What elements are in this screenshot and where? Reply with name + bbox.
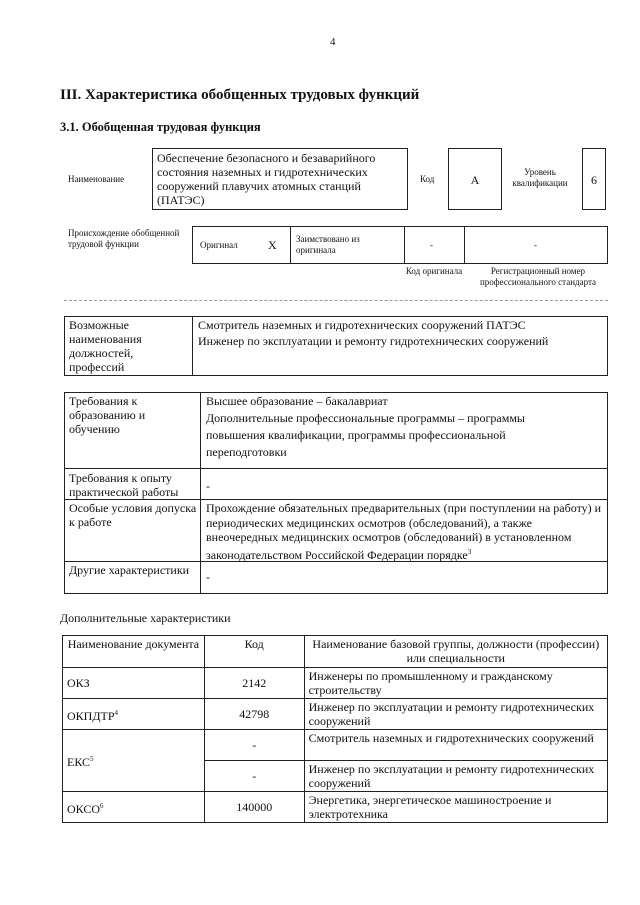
admission-text: [206, 501, 602, 562]
eks-cell: [63, 730, 205, 792]
origin-box: [192, 226, 608, 264]
okz-name: ОКЗ: [63, 668, 205, 699]
okz-code: 2142: [204, 668, 304, 699]
header-document: Наименование документа: [63, 636, 205, 668]
education-line2: Дополнительные профессиональные программы – программы повышения квалификации, программы профессиональной переподготовки: [206, 411, 525, 459]
level-value: 6: [591, 173, 597, 187]
code-caption: Код оригинала: [405, 266, 463, 276]
okso-name: ОКСО: [67, 801, 101, 816]
section-title: III. Характеристика обобщенных трудовых функций: [60, 87, 420, 103]
table-row: [63, 699, 608, 730]
original-label: Оригинал: [200, 240, 238, 250]
positions-line2: Инженер по эксплуатации и ремонту гидротехнических сооружений: [198, 334, 549, 348]
code-value-box: [448, 148, 502, 210]
level-value-box: [582, 148, 606, 210]
code-dash: -: [430, 240, 433, 250]
education-label: Требования к образованию и обучению: [69, 394, 146, 436]
table-row: [63, 730, 608, 761]
okpdtr-code: 42798: [204, 699, 304, 730]
subsection-title: 3.1. Обобщенная трудовая функция: [60, 120, 261, 134]
origin-label: Происхождение обобщенной трудовой функции: [68, 228, 180, 249]
function-name-value: Обеспечение безопасного и безаварийного состояния наземных и гидротехнических сооружений плавучих атомных станций (ПАТЭС): [157, 151, 376, 207]
experience-label: Требования к опыту практической работы: [69, 471, 179, 499]
eks-name: ЕКС: [67, 755, 91, 769]
eks-sup: 5: [90, 755, 94, 763]
function-name-box: [152, 148, 408, 210]
header-code: Код: [204, 636, 304, 668]
eks-code-2: -: [204, 761, 304, 792]
borrowed-label: Заимствовано из оригинала: [296, 234, 360, 255]
admission-label: Особые условия допуска к работе: [69, 501, 197, 529]
okpdtr-name: ОКПДТР: [67, 708, 115, 723]
positions-line1: Смотритель наземных и гидротехнических сооружений ПАТЭС: [198, 318, 526, 332]
okpdtr-desc: Инженер по эксплуатации и ремонту гидротехнических сооружений: [304, 699, 607, 730]
reg-caption: Регистрационный номер профессионального стандарта: [479, 266, 597, 287]
other-label: Другие характеристики: [69, 563, 190, 577]
table-row: [63, 792, 608, 823]
eks-code-1: -: [204, 730, 304, 761]
additional-table: [62, 635, 608, 823]
admission-value: Прохождение обязательных предварительных (при поступлении на работу) и периодических медицинских осмотров (обследований), а также внеочередных медицинских осмотров (обследований) в установленном законодательством Российской Федерации порядке: [206, 501, 602, 562]
okso-desc: Энергетика, энергетическое машиностроение и электротехника: [304, 792, 607, 823]
okso-cell: [63, 792, 205, 823]
table-row: [63, 668, 608, 699]
okpdtr-cell: [63, 699, 205, 730]
eks-desc-2: Инженер по эксплуатации и ремонту гидротехнических сооружений: [304, 761, 607, 792]
okso-sup: 6: [100, 801, 104, 810]
header-description: Наименование базовой группы, должности (профессии) или специальности: [304, 636, 607, 668]
original-mark: Х: [268, 238, 277, 252]
okpdtr-sup: 4: [114, 708, 119, 717]
positions-label: Возможные наименования должностей, профессий: [69, 318, 142, 374]
additional-title: Дополнительные характеристики: [60, 611, 231, 625]
code-value: А: [470, 173, 480, 187]
name-label: Наименование: [68, 174, 125, 184]
reg-dash: -: [534, 240, 537, 250]
okso-code: 140000: [204, 792, 304, 823]
admission-footnote: 3: [467, 547, 472, 556]
eks-desc-1: Смотритель наземных и гидротехнических сооружений: [304, 730, 607, 761]
table-header-row: [63, 636, 608, 668]
okz-desc: Инженеры по промышленному и гражданскому строительству: [304, 668, 607, 699]
experience-value: -: [206, 479, 210, 493]
other-value: -: [206, 570, 210, 584]
level-label: Уровень квалификации: [512, 167, 568, 188]
page-number: 4: [330, 36, 336, 48]
education-line1: Высшее образование – бакалавриат: [206, 394, 388, 408]
code-label: Код: [420, 174, 435, 184]
